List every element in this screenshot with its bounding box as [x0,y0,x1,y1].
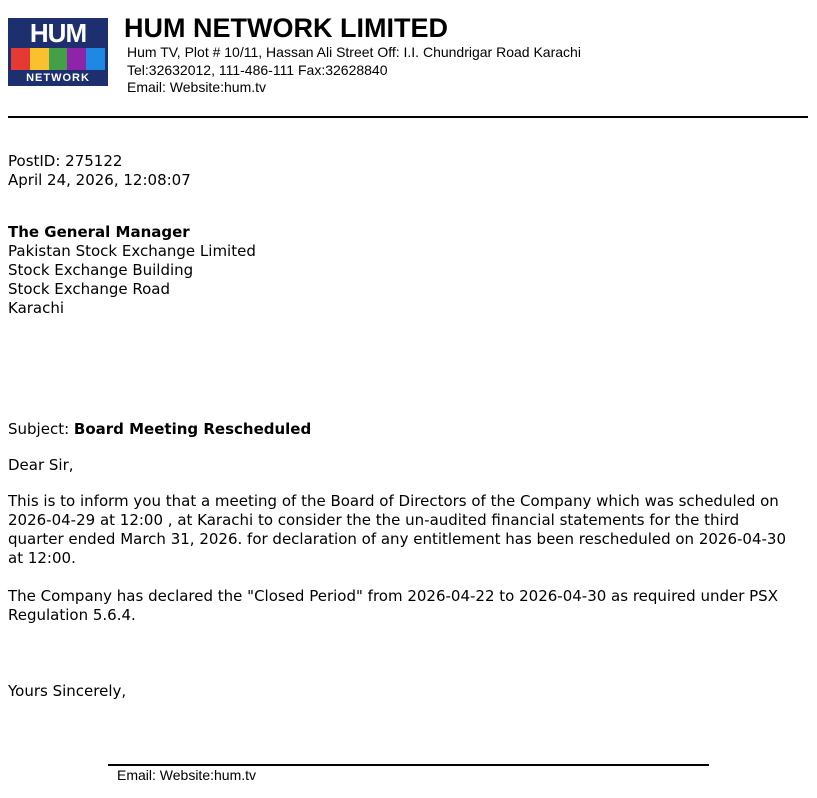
subject-label: Subject: [8,420,74,438]
closing: Yours Sincerely, [8,682,127,700]
logo-tile [67,48,86,70]
logo-tile [11,48,30,70]
company-phone-fax: Tel:32632012, 111-486-111 Fax:32628840 [127,62,388,78]
post-datetime: April 24, 2026, 12:08:07 [8,171,191,189]
post-id: PostID: 275122 [8,152,123,170]
subject-line [8,420,311,439]
logo-tile [30,48,49,70]
subject-text: Board Meeting Rescheduled [73,420,312,438]
header-divider [8,116,808,118]
hum-network-logo [8,18,108,86]
recipient-line: Pakistan Stock Exchange Limited [8,242,256,260]
company-email-website: Email: Website:hum.tv [127,79,267,95]
logo-tile [49,48,68,70]
company-address: Hum TV, Plot # 10/11, Hassan Ali Street Off: I.I. Chundrigar Road Karachi [127,44,581,60]
logo-hum-text: HUM [29,18,87,48]
recipient-line: Stock Exchange Building [8,261,194,279]
company-name: HUM NETWORK LIMITED [124,13,448,43]
footer-email-website: Email: Website:hum.tv [117,767,257,783]
logo-color-tiles [11,48,105,70]
body-paragraph-1: This is to inform you that a meeting of the Board of Directors of the Company which was scheduled on 2026-04-29 at 12:00 , at Karachi to consider the the un-audited financial statements for the third quarter ended March 31, 2026. for declaration of any entitlement has been rescheduled on 2026-04-30 at 12:00. [8,492,787,567]
logo-tile [86,48,105,70]
recipient-line: Stock Exchange Road [8,280,170,298]
recipient-title: The General Manager [8,223,190,241]
recipient-line: Karachi [8,299,65,317]
salutation: Dear Sir, [8,456,74,474]
logo-network-text: NETWORK [26,72,90,84]
body-paragraph-2: The Company has declared the "Closed Period" from 2026-04-22 to 2026-04-30 as required under PSX Regulation 5.6.4. [8,587,778,624]
